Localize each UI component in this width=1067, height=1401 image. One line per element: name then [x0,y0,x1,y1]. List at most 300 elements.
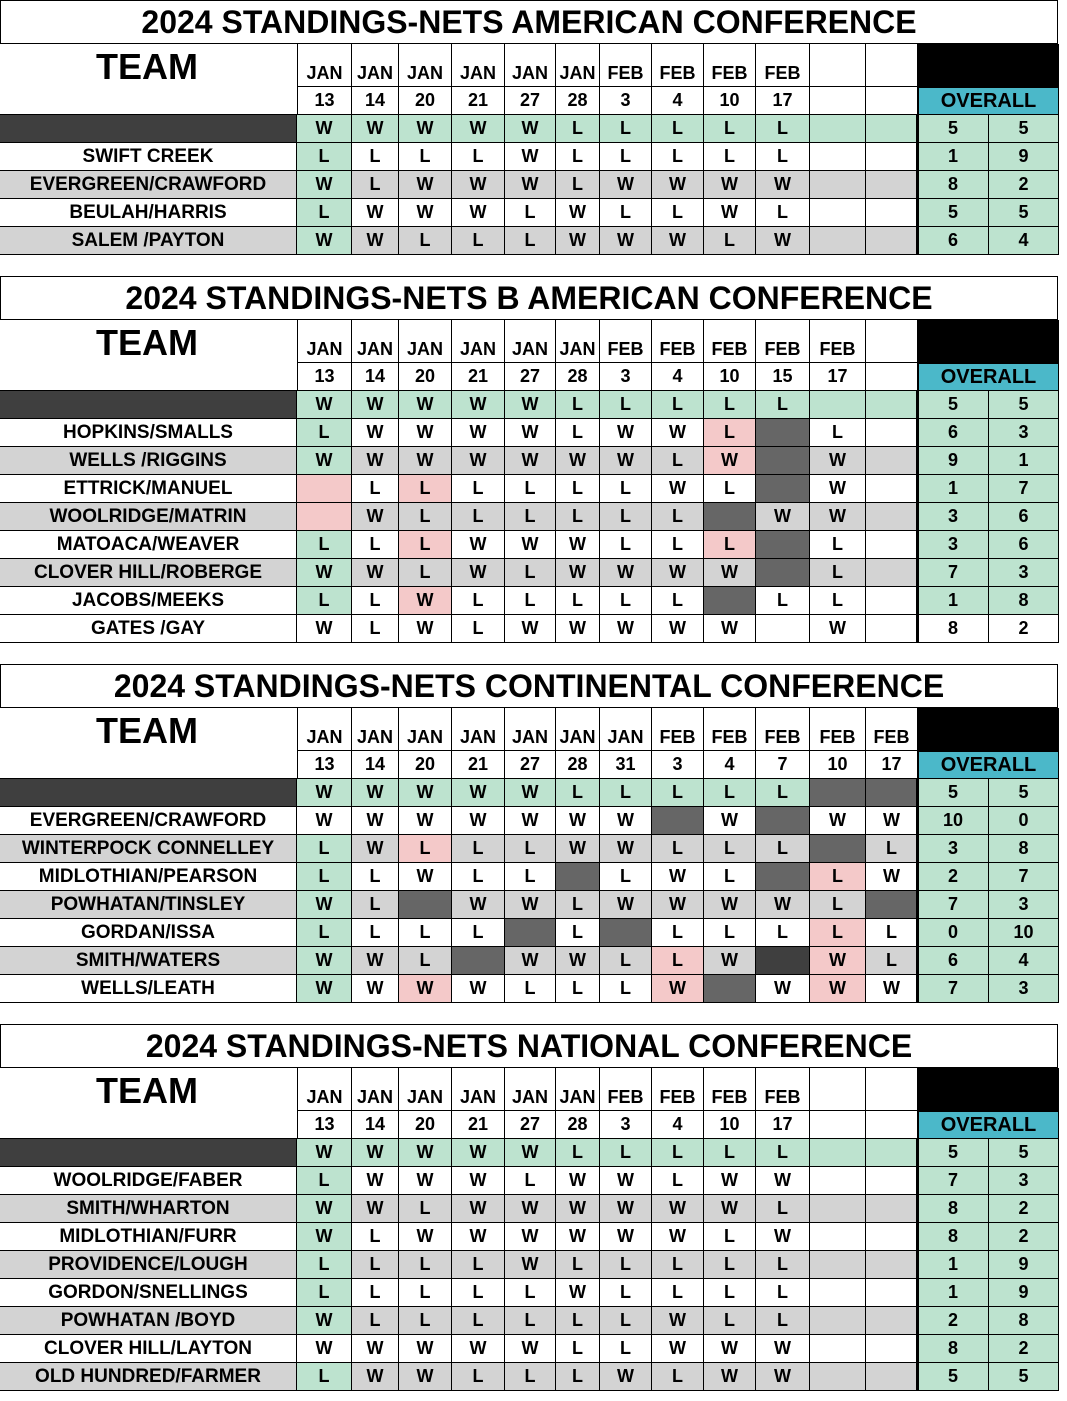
result-cell: W [756,171,810,199]
month-header: JAN [297,1068,352,1110]
month-header: JAN [505,320,556,362]
result-cell: W [505,807,556,835]
result-cell: W [452,391,505,419]
result-cell: L [704,919,756,947]
conference-title: 2024 STANDINGS-NETS NATIONAL CONFERENCE [0,1024,1058,1068]
result-cell: W [704,1195,756,1223]
result-cell: W [652,1335,704,1363]
result-cell: L [600,1139,652,1167]
result-cell [810,1363,866,1391]
team-name: EVERGREEN/CRAWFORD [0,171,297,199]
day-header: 13 [297,86,352,115]
result-cell: L [297,863,352,891]
result-cell: W [704,615,756,643]
result-cell: W [810,807,866,835]
day-header: 13 [297,750,352,779]
day-header: 15 [756,362,810,391]
overall-wins: 1 [918,143,989,171]
conference-title: 2024 STANDINGS-NETS AMERICAN CONFERENCE [0,0,1058,44]
day-header: 20 [399,1110,452,1139]
day-header: 3 [600,86,652,115]
day-header: 28 [556,86,600,115]
team-name: GORDON/SNELLINGS [0,1279,297,1307]
result-cell: W [556,1279,600,1307]
team-name: WOOLRIDGE/MATRIN [0,503,297,531]
result-cell: W [505,171,556,199]
day-header: 14 [352,362,399,391]
month-header: FEB [652,44,704,86]
result-cell: L [399,1251,452,1279]
result-cell: L [297,587,352,615]
result-cell: W [297,975,352,1003]
overall-losses: 3 [989,891,1059,919]
result-cell [810,199,866,227]
result-cell: W [652,1223,704,1251]
result-cell: L [600,199,652,227]
result-cell: W [399,975,452,1003]
result-cell: W [652,615,704,643]
result-cell: W [352,227,399,255]
overall-header-block [918,708,1059,751]
result-cell: W [704,199,756,227]
result-cell [810,1167,866,1195]
month-header: FEB [756,44,810,86]
result-cell: W [756,503,810,531]
result-cell: L [704,227,756,255]
team-name: WELLS /RIGGINS [0,447,297,475]
result-cell: W [652,559,704,587]
month-header: JAN [556,44,600,86]
overall-wins: 5 [918,779,989,807]
reference-row-bar [0,391,297,419]
overall-wins: 2 [918,863,989,891]
result-cell: W [600,891,652,919]
overall-losses: 4 [989,227,1059,255]
result-cell [866,1251,918,1279]
team-name: MIDLOTHIAN/FURR [0,1223,297,1251]
result-cell [704,975,756,1003]
result-cell: W [297,779,352,807]
result-cell: L [352,891,399,919]
overall-label: OVERALL [918,87,1059,115]
result-cell: W [399,1139,452,1167]
overall-wins: 8 [918,1223,989,1251]
team-name: WINTERPOCK CONNELLEY [0,835,297,863]
result-cell: L [756,1307,810,1335]
overall-losses: 5 [989,1139,1059,1167]
result-cell [756,531,810,559]
overall-losses: 5 [989,199,1059,227]
overall-losses: 5 [989,115,1059,143]
month-header: JAN [556,320,600,362]
result-cell [866,1363,918,1391]
result-cell: W [810,947,866,975]
result-cell: W [505,891,556,919]
result-cell: W [452,779,505,807]
result-cell: L [399,227,452,255]
result-cell: W [810,503,866,531]
month-header: JAN [352,1068,399,1110]
result-cell: L [556,1307,600,1335]
result-cell: L [399,559,452,587]
overall-losses: 2 [989,171,1059,199]
result-cell [866,615,918,643]
result-cell: L [704,143,756,171]
overall-header-block [918,44,1059,87]
result-cell [810,171,866,199]
result-cell: L [399,1279,452,1307]
result-cell: L [704,835,756,863]
result-cell [756,947,810,975]
overall-label: OVERALL [918,363,1059,391]
result-cell: L [866,947,918,975]
result-cell: W [556,947,600,975]
result-cell: W [556,1195,600,1223]
overall-losses: 5 [989,391,1059,419]
result-cell: L [352,1307,399,1335]
result-cell: W [297,447,352,475]
result-cell [810,391,866,419]
overall-divider [916,1139,919,1391]
result-cell [756,447,810,475]
result-cell: L [600,1279,652,1307]
result-cell: L [505,1363,556,1391]
overall-wins: 7 [918,891,989,919]
result-cell: L [452,1307,505,1335]
result-cell: L [452,475,505,503]
team-name: SMITH/WATERS [0,947,297,975]
overall-divider [916,779,919,1003]
result-cell: L [452,143,505,171]
conference-title: 2024 STANDINGS-NETS B AMERICAN CONFERENCE [0,276,1058,320]
day-header: 20 [399,750,452,779]
month-header: FEB [810,320,866,362]
result-cell: L [600,779,652,807]
result-cell [866,891,918,919]
result-cell: L [352,919,399,947]
result-cell: W [756,975,810,1003]
month-header: JAN [399,320,452,362]
result-cell: W [556,227,600,255]
result-cell [297,475,352,503]
result-cell: W [556,559,600,587]
result-cell: L [399,919,452,947]
result-cell: W [704,1335,756,1363]
result-cell: W [297,391,352,419]
result-cell: W [600,1363,652,1391]
team-name: GATES /GAY [0,615,297,643]
month-header: FEB [600,320,652,362]
result-cell: W [399,419,452,447]
result-cell: W [704,559,756,587]
result-cell: W [352,975,399,1003]
month-header: FEB [704,708,756,750]
result-cell: L [399,1307,452,1335]
result-cell: W [704,891,756,919]
result-cell: L [810,559,866,587]
result-cell: W [452,1139,505,1167]
result-cell: W [652,975,704,1003]
day-header [866,362,918,391]
result-cell: L [505,975,556,1003]
month-header: FEB [756,1068,810,1110]
result-cell [810,1139,866,1167]
result-cell: L [556,143,600,171]
result-cell: L [704,1279,756,1307]
result-cell: W [352,1363,399,1391]
day-header: 4 [704,750,756,779]
day-header: 27 [505,362,556,391]
result-cell: W [452,1167,505,1195]
month-header: JAN [505,1068,556,1110]
overall-wins: 3 [918,531,989,559]
overall-wins: 2 [918,1307,989,1335]
day-header: 31 [600,750,652,779]
overall-losses: 3 [989,1167,1059,1195]
result-cell: L [399,947,452,975]
result-cell: W [297,615,352,643]
overall-label: OVERALL [918,1111,1059,1139]
result-cell: W [866,863,918,891]
overall-header-block [918,1068,1059,1111]
result-cell: W [756,227,810,255]
month-header: JAN [452,1068,505,1110]
result-cell [866,503,918,531]
overall-wins: 8 [918,171,989,199]
reference-row-bar [0,115,297,143]
result-cell [704,587,756,615]
result-cell: W [652,475,704,503]
day-header: 13 [297,362,352,391]
result-cell [866,171,918,199]
month-header: JAN [297,708,352,750]
result-cell: W [652,227,704,255]
overall-wins: 8 [918,615,989,643]
overall-losses: 10 [989,919,1059,947]
month-header [810,44,866,86]
result-cell: W [352,807,399,835]
result-cell [866,1195,918,1223]
month-header: FEB [756,320,810,362]
result-cell: L [810,891,866,919]
overall-wins: 8 [918,1335,989,1363]
result-cell: L [297,919,352,947]
result-cell: L [505,1307,556,1335]
result-cell: W [297,891,352,919]
result-cell: L [505,1279,556,1307]
overall-wins: 1 [918,475,989,503]
day-header [866,1110,918,1139]
overall-losses: 4 [989,947,1059,975]
day-header: 17 [756,86,810,115]
result-cell: W [652,891,704,919]
result-cell: L [556,115,600,143]
result-cell: L [556,779,600,807]
overall-losses: 3 [989,559,1059,587]
result-cell: L [756,919,810,947]
overall-wins: 10 [918,807,989,835]
result-cell: L [297,199,352,227]
month-header: JAN [556,708,600,750]
result-cell [866,1139,918,1167]
overall-losses: 2 [989,1195,1059,1223]
result-cell: L [704,419,756,447]
result-cell: W [452,199,505,227]
result-cell: W [556,199,600,227]
day-header: 3 [600,362,652,391]
result-cell [810,1223,866,1251]
team-name: OLD HUNDRED/FARMER [0,1363,297,1391]
result-cell: L [297,1363,352,1391]
result-cell: W [505,615,556,643]
result-cell: W [352,419,399,447]
result-cell [756,419,810,447]
month-header: JAN [452,708,505,750]
result-cell [810,227,866,255]
result-cell: L [810,587,866,615]
result-cell: W [352,199,399,227]
result-cell: W [556,807,600,835]
result-cell [810,1279,866,1307]
result-cell: W [352,947,399,975]
result-cell [452,947,505,975]
result-cell [756,807,810,835]
result-cell: W [704,447,756,475]
result-cell: L [866,835,918,863]
result-cell: W [297,171,352,199]
result-cell [810,1307,866,1335]
team-name: BEULAH/HARRIS [0,199,297,227]
overall-label: OVERALL [918,751,1059,779]
team-name: MIDLOTHIAN/PEARSON [0,863,297,891]
result-cell: W [556,1223,600,1251]
result-cell: W [352,391,399,419]
overall-wins: 5 [918,199,989,227]
result-cell [866,115,918,143]
result-cell [866,1167,918,1195]
result-cell: L [297,835,352,863]
result-cell [866,475,918,503]
result-cell: L [600,531,652,559]
result-cell: L [399,835,452,863]
result-cell: W [399,615,452,643]
result-cell: L [704,475,756,503]
result-cell: W [652,1195,704,1223]
result-cell: W [399,1335,452,1363]
result-cell [810,143,866,171]
overall-wins: 0 [918,919,989,947]
result-cell [866,1279,918,1307]
team-name: POWHATAN /BOYD [0,1307,297,1335]
result-cell: W [652,419,704,447]
result-cell [810,1335,866,1363]
result-cell: L [556,419,600,447]
result-cell: W [452,115,505,143]
overall-wins: 5 [918,1363,989,1391]
result-cell: W [297,559,352,587]
result-cell: L [652,143,704,171]
month-header: JAN [452,44,505,86]
result-cell: L [505,587,556,615]
day-header: 27 [505,750,556,779]
month-header: FEB [866,708,918,750]
result-cell: L [556,391,600,419]
month-header: JAN [505,44,556,86]
day-header: 10 [704,362,756,391]
result-cell: W [652,1307,704,1335]
result-cell: W [399,1167,452,1195]
overall-losses: 6 [989,531,1059,559]
result-cell: L [756,391,810,419]
result-cell: W [556,615,600,643]
result-cell: L [652,947,704,975]
result-cell: W [297,115,352,143]
result-cell: L [452,503,505,531]
result-cell: W [505,1223,556,1251]
result-cell: W [600,835,652,863]
month-header: FEB [704,320,756,362]
overall-losses: 5 [989,1363,1059,1391]
result-cell: L [352,1279,399,1307]
result-cell: W [600,1167,652,1195]
result-cell: W [866,807,918,835]
result-cell: W [810,975,866,1003]
result-cell: W [399,779,452,807]
team-name: GORDAN/ISSA [0,919,297,947]
result-cell: W [505,779,556,807]
month-header: JAN [399,1068,452,1110]
month-header: FEB [652,1068,704,1110]
day-header: 21 [452,1110,505,1139]
team-name: SALEM /PAYTON [0,227,297,255]
team-name: WELLS/LEATH [0,975,297,1003]
overall-wins: 9 [918,447,989,475]
reference-row-bar [0,779,297,807]
result-cell: L [297,531,352,559]
overall-wins: 5 [918,391,989,419]
day-header [810,86,866,115]
result-cell: L [756,115,810,143]
result-cell: W [556,531,600,559]
result-cell: W [452,531,505,559]
day-header [810,1110,866,1139]
overall-wins: 3 [918,503,989,531]
result-cell [756,863,810,891]
result-cell: W [652,171,704,199]
result-cell [756,475,810,503]
team-name: JACOBS/MEEKS [0,587,297,615]
result-cell: L [452,863,505,891]
result-cell: L [297,1251,352,1279]
result-cell: L [352,863,399,891]
result-cell: L [704,1307,756,1335]
result-cell: W [399,115,452,143]
result-cell: W [352,835,399,863]
result-cell: L [505,199,556,227]
result-cell: W [399,447,452,475]
day-header: 13 [297,1110,352,1139]
result-cell: W [756,1335,810,1363]
result-cell: W [810,615,866,643]
overall-losses: 8 [989,1307,1059,1335]
result-cell: L [452,1363,505,1391]
overall-wins: 7 [918,975,989,1003]
overall-losses: 5 [989,779,1059,807]
result-cell: L [600,143,652,171]
month-header: JAN [352,320,399,362]
result-cell: L [810,919,866,947]
result-cell [866,199,918,227]
